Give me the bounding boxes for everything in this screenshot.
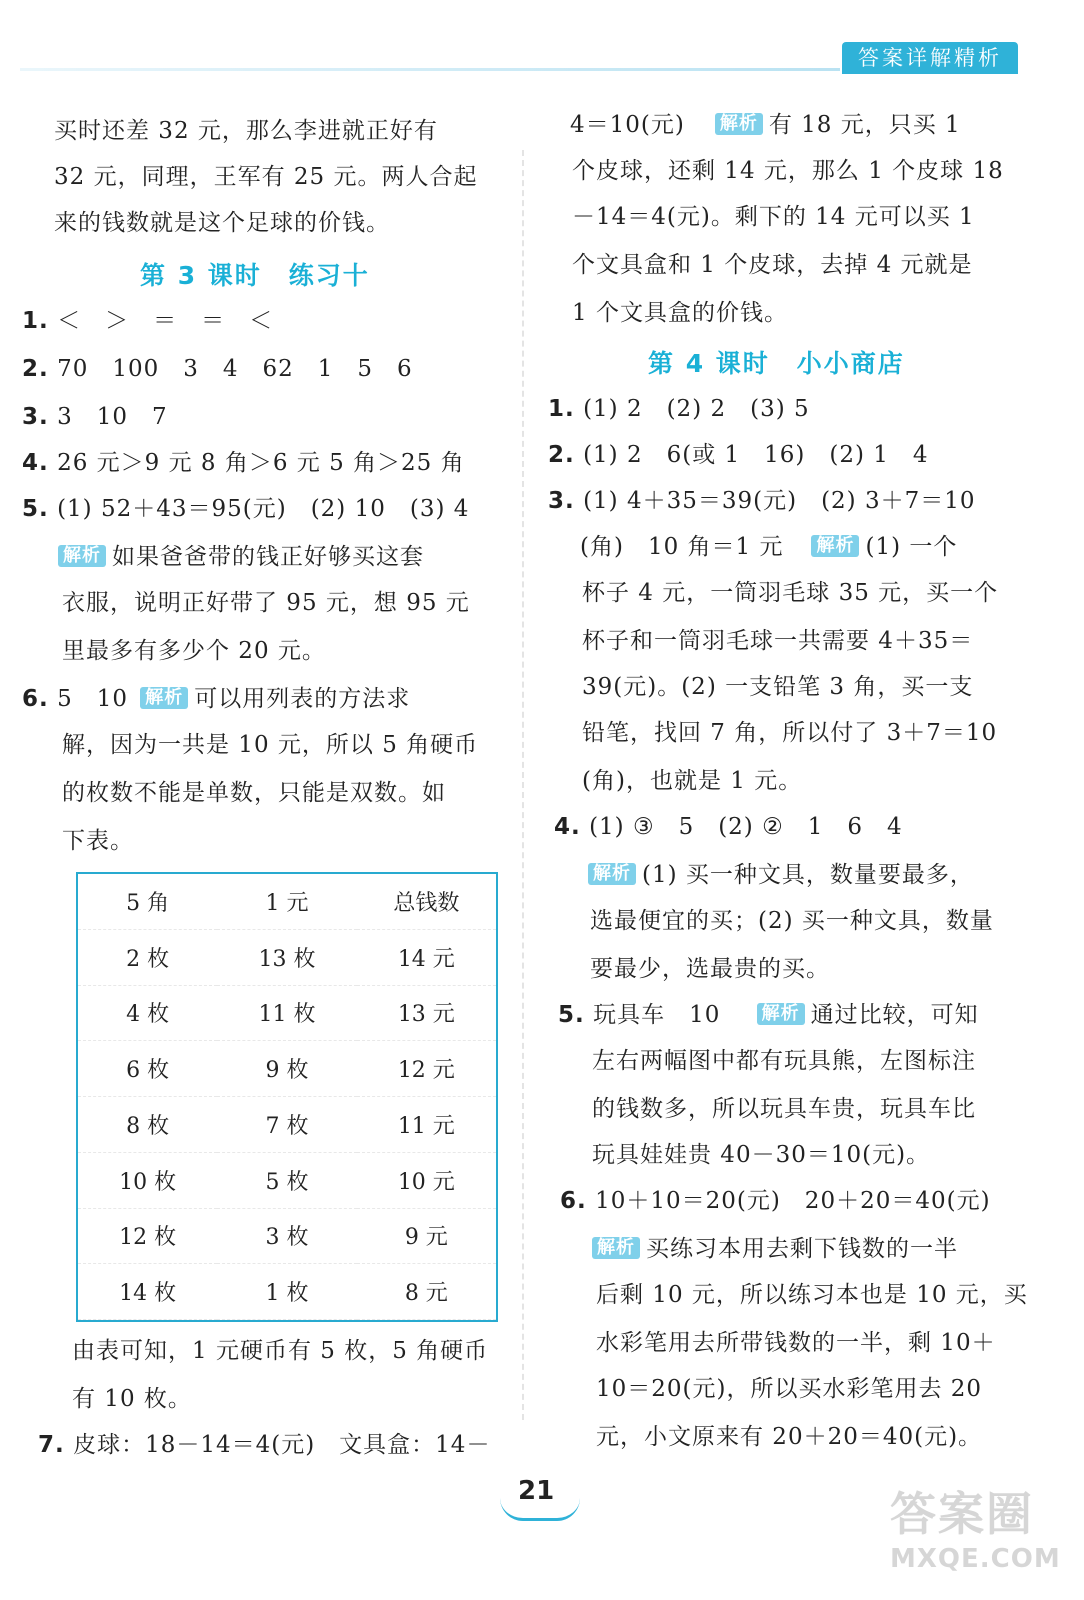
table-cell: 4 枚 — [78, 986, 217, 1042]
table-cell: 12 元 — [357, 1041, 496, 1097]
text-line: 4＝10(元) 解析 有 18 元，只买 1 — [570, 112, 961, 138]
question-number: 2. — [548, 442, 575, 468]
section-heading: 第 3 课时 练习十 — [140, 261, 370, 290]
analysis-badge: 解析 — [592, 1237, 640, 1259]
question-6 — [560, 1186, 991, 1216]
table-cell: 14 枚 — [78, 1264, 217, 1320]
table-cell: 13 枚 — [217, 930, 356, 986]
question-number: 2. — [22, 356, 49, 382]
text-line: 由表可知，1 元硬币有 5 枚，5 角硬币 — [72, 1338, 489, 1364]
table-cell: 7 枚 — [217, 1097, 356, 1153]
answer: 10＋10＝20(元) 20＋20＝40(元) — [595, 1188, 991, 1214]
answer: (1) 4＋35＝39(元) (2) 3＋7＝10 — [583, 488, 976, 514]
question-number: 7. — [38, 1432, 65, 1458]
watermark-logo: 答案圈 MXQE.COM — [890, 1487, 1061, 1574]
analysis-line: 的枚数不能是单数，只能是双数。如 — [62, 780, 446, 806]
text-line: 1 个文具盒的价钱。 — [572, 300, 788, 326]
answer: (1) ③ 5 (2) ② 1 6 4 — [589, 814, 903, 840]
analysis-line: 左右两幅图中都有玩具熊，左图标注 — [592, 1048, 976, 1074]
analysis-line: 10＝20(元)，所以买水彩笔用去 20 — [596, 1376, 983, 1402]
analysis-line: 里最多有多少个 20 元。 — [62, 638, 326, 664]
page-number-ornament — [500, 1498, 580, 1521]
analysis-badge: 解析 — [140, 687, 188, 709]
table-cell: 1 枚 — [217, 1264, 356, 1320]
header-rule — [20, 68, 840, 71]
question-4 — [22, 448, 465, 478]
answer: ＜ ＞ ＝ ＝ ＜ — [57, 308, 274, 334]
answer: (1) 2 (2) 2 (3) 5 — [583, 396, 810, 422]
table-cell: 6 枚 — [78, 1041, 217, 1097]
table-cell: 14 元 — [357, 930, 496, 986]
analysis-line: 玩具娃娃贵 40－30＝10(元)。 — [592, 1142, 931, 1168]
question-3 — [548, 486, 976, 516]
question-7 — [38, 1430, 490, 1460]
analysis-line: 解，因为一共是 10 元，所以 5 角硬币 — [62, 732, 479, 758]
table-cell: 10 枚 — [78, 1153, 217, 1209]
question-number: 3. — [548, 488, 575, 514]
column-divider — [522, 150, 524, 1420]
analysis-line: 衣服，说明正好带了 95 元，想 95 元 — [62, 590, 470, 616]
question-2 — [548, 440, 929, 470]
answer: 70 100 3 4 62 1 5 6 — [57, 356, 413, 382]
analysis-badge: 解析 — [715, 113, 763, 135]
table-cell: 3 枚 — [217, 1209, 356, 1265]
section-heading: 第 4 课时 小小商店 — [648, 349, 905, 378]
table-cell: 9 元 — [357, 1209, 496, 1265]
table-cell: 5 枚 — [217, 1153, 356, 1209]
analysis-line: 杯子和一筒羽毛球一共需要 4＋35＝ — [582, 628, 974, 654]
question-2 — [22, 354, 413, 384]
text-line: 有 10 枚。 — [72, 1386, 192, 1412]
analysis-line: 39(元)。(2) 一支铅笔 3 角，买一支 — [582, 674, 974, 700]
table-cell: 2 枚 — [78, 930, 217, 986]
question-number: 5. — [558, 1002, 585, 1028]
table-cell: 11 枚 — [217, 986, 356, 1042]
answer: (1) 2 6(或 1 16) (2) 1 4 — [583, 442, 929, 468]
text-line: 个文具盒和 1 个皮球，去掉 4 元就是 — [572, 252, 973, 278]
table-cell: 11 元 — [357, 1097, 496, 1153]
table-cell: 12 枚 — [78, 1209, 217, 1265]
text-line: 来的钱数就是这个足球的价钱。 — [54, 210, 390, 236]
analysis-badge: 解析 — [757, 1003, 805, 1025]
question-number: 1. — [548, 396, 575, 422]
answer: 26 元＞9 元 8 角＞6 元 5 角＞25 角 — [57, 450, 465, 476]
question-number: 6. — [560, 1188, 587, 1214]
table-cell: 8 枚 — [78, 1097, 217, 1153]
question-5: 5. 玩具车 10 解析 通过比较，可知 — [558, 1002, 979, 1028]
question-number: 6. — [22, 686, 49, 712]
analysis-line: 水彩笔用去所带钱数的一半，剩 10＋ — [596, 1330, 996, 1356]
analysis-line: 解析 如果爸爸带的钱正好够买这套 — [54, 542, 424, 572]
analysis-line: 杯子 4 元，一筒羽毛球 35 元，买一个 — [582, 580, 999, 606]
question-6: 6. 5 10 解析 可以用列表的方法求 — [22, 686, 411, 712]
analysis-line: 要最少，选最贵的买。 — [590, 956, 830, 982]
analysis-line: (角)，也就是 1 元。 — [582, 768, 803, 794]
answer: 皮球：18－14＝4(元) 文具盒：14－ — [73, 1432, 491, 1458]
answer: 5 10 — [57, 686, 128, 712]
header-tag: 答案详解精析 — [842, 42, 1018, 74]
table-cell: 8 元 — [357, 1264, 496, 1320]
question-3 — [22, 402, 168, 432]
question-number: 1. — [22, 308, 49, 334]
answer: (1) 52＋43＝95(元) (2) 10 (3) 4 — [57, 496, 470, 522]
table-header: 5 角 — [78, 874, 217, 930]
question-1 — [548, 394, 810, 424]
table-cell: 9 枚 — [217, 1041, 356, 1097]
text-line: 32 元，同理，王军有 25 元。两人合起 — [54, 164, 478, 190]
analysis-badge: 解析 — [58, 545, 106, 567]
analysis-line: (角) 10 角＝1 元 解析 (1) 一个 — [580, 534, 958, 560]
text-line: －14＝4(元)。剩下的 14 元可以买 1 — [572, 204, 975, 230]
text-line: 个皮球，还剩 14 元，那么 1 个皮球 18 — [572, 158, 1004, 184]
analysis-badge: 解析 — [588, 863, 636, 885]
table-cell: 10 元 — [357, 1153, 496, 1209]
page-number: 21 — [518, 1476, 555, 1506]
analysis-line: 的钱数多，所以玩具车贵，玩具车比 — [592, 1096, 976, 1122]
text-line: 买时还差 32 元，那么李进就正好有 — [54, 118, 438, 144]
table-header: 总钱数 — [357, 874, 496, 930]
question-4 — [554, 812, 903, 842]
table-cell: 13 元 — [357, 986, 496, 1042]
question-number: 5. — [22, 496, 49, 522]
question-number: 4. — [22, 450, 49, 476]
question-5 — [22, 494, 469, 524]
analysis-line: 选最便宜的买；(2) 买一种文具，数量 — [590, 908, 994, 934]
coin-table — [76, 872, 498, 1322]
analysis-line: 下表。 — [62, 828, 134, 854]
answer: 玩具车 10 — [593, 1002, 721, 1028]
analysis-line: 后剩 10 元，所以练习本也是 10 元，买 — [596, 1282, 1028, 1308]
analysis-line: 元，小文原来有 20＋20＝40(元)。 — [596, 1424, 983, 1450]
answer: 3 10 7 — [57, 404, 168, 430]
table-header: 1 元 — [217, 874, 356, 930]
analysis-line: 铅笔，找回 7 角，所以付了 3＋7＝10 — [582, 720, 998, 746]
question-number: 4. — [554, 814, 581, 840]
question-number: 3. — [22, 404, 49, 430]
analysis-line: 解析 买练习本用去剩下钱数的一半 — [588, 1234, 958, 1264]
analysis-line: 解析 (1) 买一种文具，数量要最多， — [584, 860, 974, 890]
analysis-badge: 解析 — [811, 535, 859, 557]
question-1 — [22, 306, 273, 336]
